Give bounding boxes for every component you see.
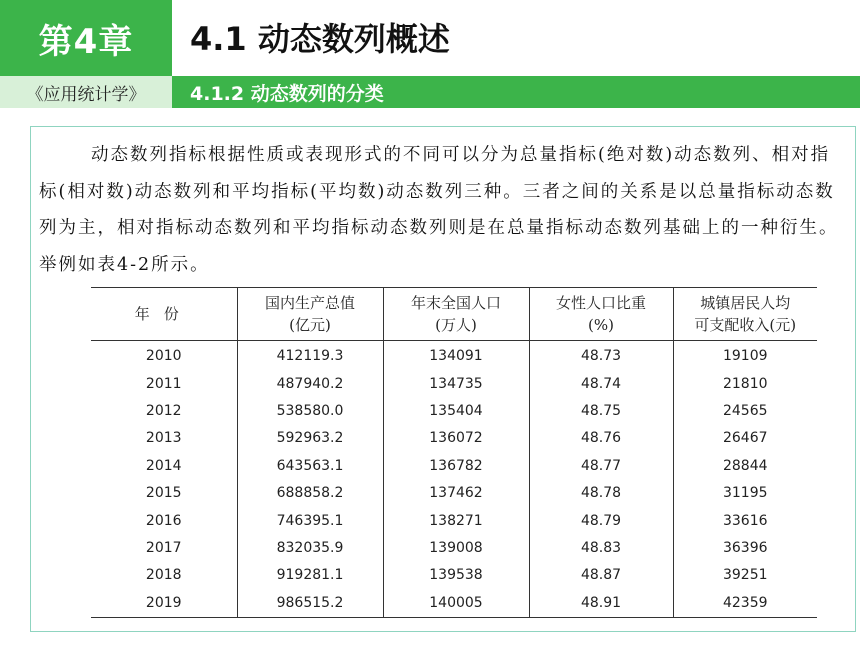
cell-female-ratio: 48.73 xyxy=(529,341,673,371)
cell-female-ratio: 48.74 xyxy=(529,370,673,397)
cell-income: 26467 xyxy=(673,425,817,452)
cell-population: 138271 xyxy=(383,507,529,534)
cell-population: 136072 xyxy=(383,425,529,452)
cell-year: 2014 xyxy=(145,457,182,474)
header-line2: 可支配收入(元) xyxy=(694,316,797,334)
header-cell-gdp xyxy=(237,288,383,341)
subsection-bar xyxy=(172,76,860,108)
cell-female-ratio: 48.91 xyxy=(529,590,673,618)
cell-female-ratio: 48.78 xyxy=(529,480,673,507)
header-line1: 国内生产总值 xyxy=(264,294,355,312)
cell-female-ratio: 48.76 xyxy=(529,425,673,452)
cell-gdp: 919281.1 xyxy=(237,562,383,589)
table-body xyxy=(91,341,817,618)
cell-year: 2019 xyxy=(91,590,237,618)
cell-population: 139538 xyxy=(383,562,529,589)
cell-female-ratio: 48.83 xyxy=(529,535,673,562)
header-line2: (亿元) xyxy=(289,316,331,334)
header-line1: 年末全国人口 xyxy=(410,294,501,312)
cell-year: 2015 xyxy=(145,485,182,502)
cell-income: 39251 xyxy=(673,562,817,589)
cell-population: 137462 xyxy=(383,480,529,507)
cell-year: 2011 xyxy=(145,375,182,392)
content-frame xyxy=(30,126,856,632)
cell-year: 2010 xyxy=(145,348,182,365)
table-row xyxy=(91,535,817,562)
cell-population: 136782 xyxy=(383,453,529,480)
cell-income: 24565 xyxy=(673,398,817,425)
cell-income: 19109 xyxy=(673,341,817,371)
table-row xyxy=(91,507,817,534)
cell-income: 31195 xyxy=(673,480,817,507)
cell-female-ratio: 48.77 xyxy=(529,453,673,480)
cell-year: 2013 xyxy=(145,430,182,447)
cell-gdp: 592963.2 xyxy=(237,425,383,452)
table-row xyxy=(91,341,817,371)
table-row xyxy=(91,425,817,452)
body-paragraph: 动态数列指标根据性质或表现形式的不同可以分为总量指标(绝对数)动态数列、相对指标(相对数)动态数列和平均指标(平均数)动态数列三种。三者之间的关系是以总量指标动态数列为主，相对指标动态数列和平均指标动态数列则是在总量指标动态数列基础上的一种衍生。举例如表4-2所示。 xyxy=(39,145,839,275)
header-cell-female-ratio xyxy=(529,288,673,341)
header-cell-income xyxy=(673,288,817,341)
cell-income: 42359 xyxy=(673,590,817,618)
header-line1: 城镇居民人均 xyxy=(700,294,791,312)
cell-year: 2016 xyxy=(145,512,182,529)
cell-gdp: 643563.1 xyxy=(237,453,383,480)
table-row xyxy=(91,398,817,425)
table-row xyxy=(91,590,817,618)
cell-income: 28844 xyxy=(673,453,817,480)
header-line1: 年份 xyxy=(134,305,193,323)
cell-population: 135404 xyxy=(383,398,529,425)
header-line2: (万人) xyxy=(435,316,477,334)
cell-population: 134735 xyxy=(383,370,529,397)
cell-population: 140005 xyxy=(383,590,529,618)
cell-female-ratio: 48.79 xyxy=(529,507,673,534)
cell-gdp: 986515.2 xyxy=(237,590,383,618)
cell-income: 33616 xyxy=(673,507,817,534)
table-header-row xyxy=(91,288,817,341)
cell-female-ratio: 48.87 xyxy=(529,562,673,589)
cell-gdp: 487940.2 xyxy=(237,370,383,397)
cell-gdp: 746395.1 xyxy=(237,507,383,534)
cell-gdp: 832035.9 xyxy=(237,535,383,562)
table-row xyxy=(91,370,817,397)
header-cell-year xyxy=(91,288,237,341)
cell-female-ratio: 48.75 xyxy=(529,398,673,425)
cell-gdp: 538580.0 xyxy=(237,398,383,425)
section-title: 4.1 动态数列概述 xyxy=(190,20,450,58)
header-cell-population xyxy=(383,288,529,341)
cell-income: 21810 xyxy=(673,370,817,397)
table-row xyxy=(91,562,817,589)
chapter-label: 第4章 xyxy=(0,0,172,76)
cell-population: 139008 xyxy=(383,535,529,562)
header-line2: (%) xyxy=(588,316,614,334)
header-line1: 女性人口比重 xyxy=(555,294,646,312)
cell-income: 36396 xyxy=(673,535,817,562)
cell-gdp: 688858.2 xyxy=(237,480,383,507)
table-row xyxy=(91,453,817,480)
book-title: 《应用统计学》 xyxy=(0,76,172,108)
cell-population: 134091 xyxy=(383,341,529,371)
cell-year: 2017 xyxy=(145,539,182,556)
data-table xyxy=(91,287,817,618)
cell-gdp: 412119.3 xyxy=(237,341,383,371)
cell-year: 2012 xyxy=(145,402,182,419)
subsection-title: 4.1.2 动态数列的分类 xyxy=(190,82,384,105)
cell-year: 2018 xyxy=(145,567,182,584)
table-row xyxy=(91,480,817,507)
